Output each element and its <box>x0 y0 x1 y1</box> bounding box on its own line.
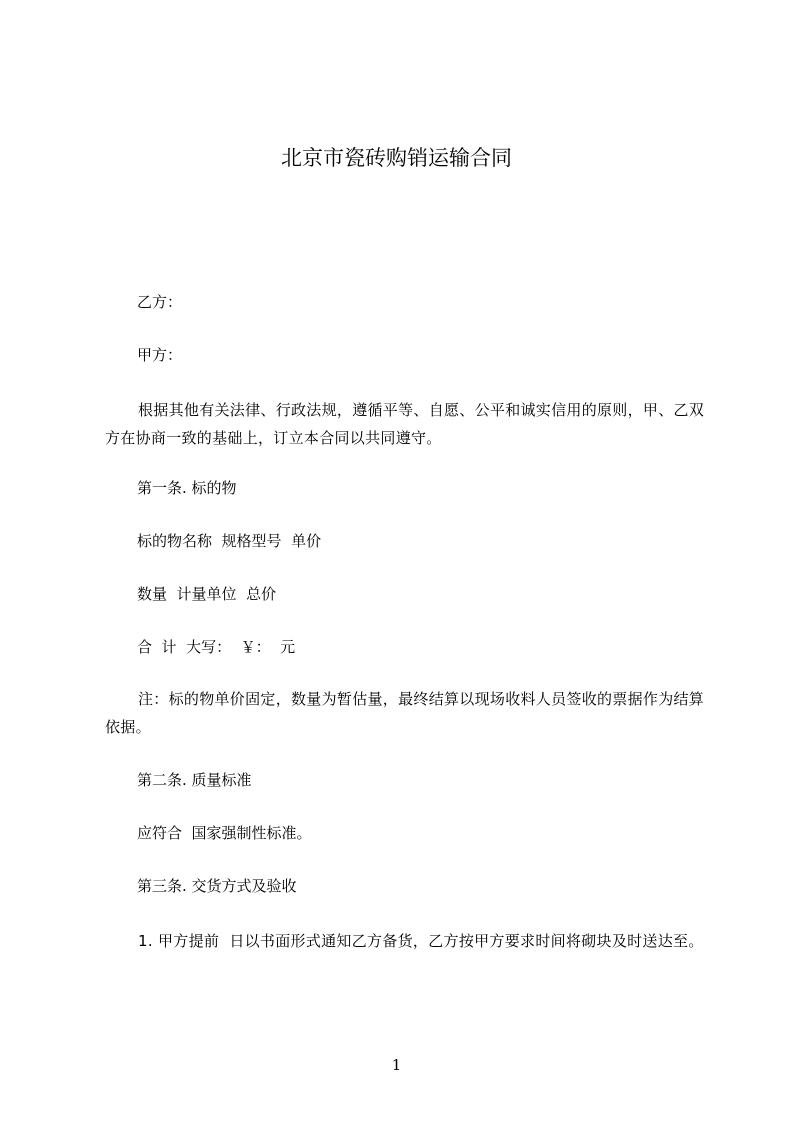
goods-header-line-1: 标的物名称 规格型号 单价 <box>137 532 322 550</box>
delivery-item-1: 1. 甲方提前 日以书面形式通知乙方备货，乙方按甲方要求时间将砌块及时送达至。 <box>138 932 704 950</box>
note-paragraph: 注：标的物单价固定，数量为暂估量，最终结算以现场收料人员签收的票据作为结算依据。 <box>105 690 705 736</box>
contract-title: 北京市瓷砖购销运输合同 <box>281 146 512 170</box>
page-number: 1 <box>391 1056 402 1074</box>
article-1-heading: 第一条. 标的物 <box>137 479 237 497</box>
article-2-heading: 第二条. 质量标准 <box>137 771 252 789</box>
party-a-label: 甲方： <box>137 346 183 364</box>
article-3-heading: 第三条. 交货方式及验收 <box>137 877 297 895</box>
goods-header-line-2: 数量 计量单位 总价 <box>137 585 277 603</box>
preamble-paragraph: 根据其他有关法律、行政法规，遵循平等、自愿、公平和诚实信用的原则，甲、乙双方在协商一致的基础上，订立本合同以共同遵守。 <box>105 401 705 447</box>
total-amount-line: 合 计 大写： ￥： 元 <box>137 638 296 656</box>
quality-standard-text: 应符合 国家强制性标准。 <box>137 824 312 842</box>
party-b-label: 乙方： <box>137 293 183 311</box>
